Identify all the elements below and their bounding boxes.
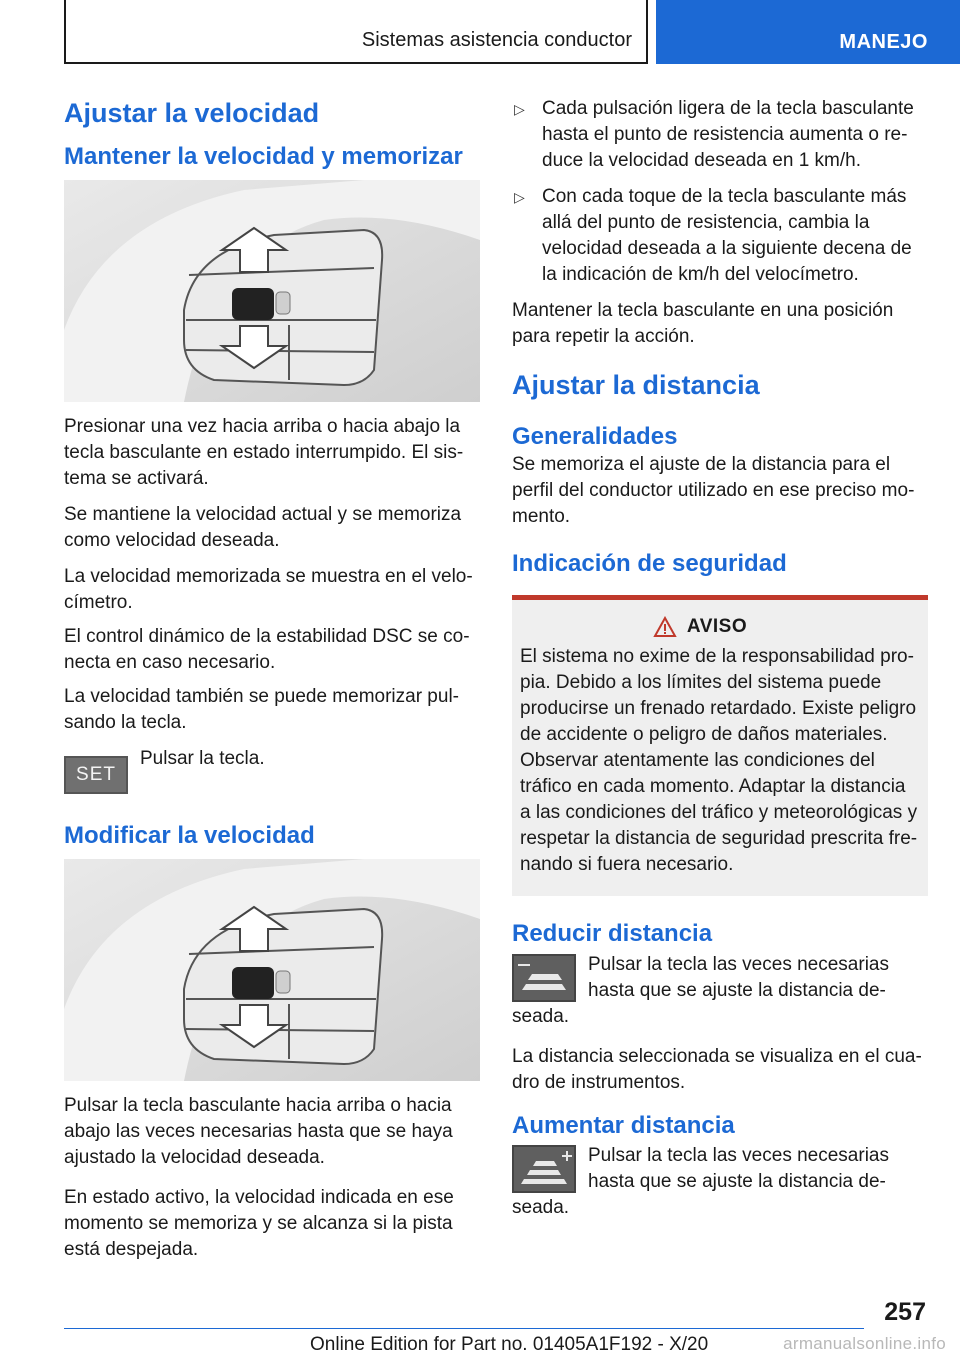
warning-triangle-icon — [653, 616, 677, 638]
reduce-distance-text: Pulsar la tecla las veces necesarias hasta que se ajuste la distancia deseada. — [512, 953, 889, 1027]
triangle-bullet-icon: ▷ — [514, 189, 525, 205]
paragraph-press-rocker: Pulsar la tecla basculante hacia arriba o hacia abajo las veces necesarias hasta que se haya ajustado la velocidad deseada. — [64, 1095, 453, 1169]
distance-increase-key-icon — [512, 1145, 576, 1193]
header-section-box — [64, 0, 648, 64]
paragraph-current-speed: Se mantiene la velocidad actual y se memoriza como velocidad deseada. — [64, 504, 462, 552]
paragraph-memorize-key: La velocidad también se puede memorizar pulsando la tecla. — [64, 686, 459, 734]
right-column — [512, 96, 928, 1221]
heading-adjust-distance: Ajustar la distancia — [512, 370, 760, 400]
paragraph-hold-rocker: Mantener la tecla basculante en una posición para repetir la acción. — [512, 300, 894, 347]
steering-wheel-rocker-photo — [64, 180, 480, 402]
header-section-title: Sistemas asistencia conductor — [361, 29, 632, 51]
steering-wheel-rocker-photo-2 — [64, 859, 480, 1081]
header-chapter-label: MANEJO — [839, 31, 928, 53]
footer-watermark: armanualsonline.info — [783, 1334, 946, 1353]
warning-title — [520, 616, 880, 638]
reduce-distance-block — [512, 952, 928, 1030]
footer-edition: Online Edition for Part no. 01405A1F192 - X/20 — [310, 1334, 709, 1355]
list-item-text: Con cada toque de la tecla basculante más allá del punto de resistencia, cambia la velocidad deseada a la siguiente decena de la indicación de km/h del velocímetro. — [542, 186, 912, 285]
paragraph-dsc: El control dinámico de la estabilidad DSC se conecta en caso necesario. — [64, 626, 470, 674]
header-chapter-tab — [656, 0, 960, 64]
distance-reduce-key-icon — [512, 954, 576, 1002]
heading-increase-distance: Aumentar distancia — [512, 1111, 735, 1139]
warning-label: AVISO — [686, 616, 748, 638]
set-key-row — [64, 746, 480, 794]
set-key-label: SET — [76, 764, 116, 786]
warning-text: El sistema no exime de la responsabilidad propia. Debido a los límites del sistema puede producirse un frenado retardado. Existe peligro de accidente o peligro de daños materiales. Observar atentamente las condiciones del tráfico en cada momento. Adaptar la distancia a las condiciones del tráfico y meteorológicas y respetar la distancia de seguridad prescrita frenando si fuera necesario. — [520, 646, 918, 876]
heading-modify-speed: Modificar la velocidad — [64, 822, 315, 850]
heading-reduce-distance: Reducir distancia — [512, 920, 713, 948]
bullet-list — [512, 96, 928, 288]
list-item-text: Cada pulsación ligera de la tecla basculante hasta el punto de resistencia aumenta o reduce la velocidad deseada en 1 km/h. — [542, 98, 914, 171]
list-item — [512, 96, 928, 174]
triangle-bullet-icon: ▷ — [514, 101, 525, 117]
paragraph-active-state: En estado activo, la velocidad indicada en ese momento se memoriza y se alcanza si la pista está despejada. — [64, 1187, 454, 1261]
list-item — [512, 184, 928, 288]
heading-adjust-speed: Ajustar la velocidad — [64, 98, 320, 128]
paragraph-speedometer: La velocidad memorizada se muestra en el velocímetro. — [64, 566, 473, 614]
heading-general: Generalidades — [512, 423, 678, 451]
warning-box — [512, 595, 928, 896]
set-key-icon — [64, 756, 128, 794]
paragraph-general: Se memoriza el ajuste de la distancia para el perfil del conductor utilizado en ese preciso momento. — [512, 454, 915, 528]
increase-distance-block — [512, 1143, 928, 1221]
paragraph-distance-displayed: La distancia seleccionada se visualiza en el cuadro de instrumentos. — [512, 1045, 922, 1093]
set-key-text: Pulsar la tecla. — [140, 748, 265, 770]
heading-safety: Indicación de seguridad — [512, 550, 787, 578]
left-column — [64, 96, 480, 1273]
page-number: 257 — [884, 1298, 926, 1326]
paragraph-press-once: Presionar una vez hacia arriba o hacia abajo la tecla basculante en estado interrumpido. El sistema se activará. — [64, 416, 464, 490]
increase-distance-text: Pulsar la tecla las veces necesarias hasta que se ajuste la distancia deseada. — [512, 1144, 889, 1218]
footer-divider — [64, 1328, 864, 1329]
heading-keep-speed: Mantener la velocidad y memorizar — [64, 143, 463, 171]
